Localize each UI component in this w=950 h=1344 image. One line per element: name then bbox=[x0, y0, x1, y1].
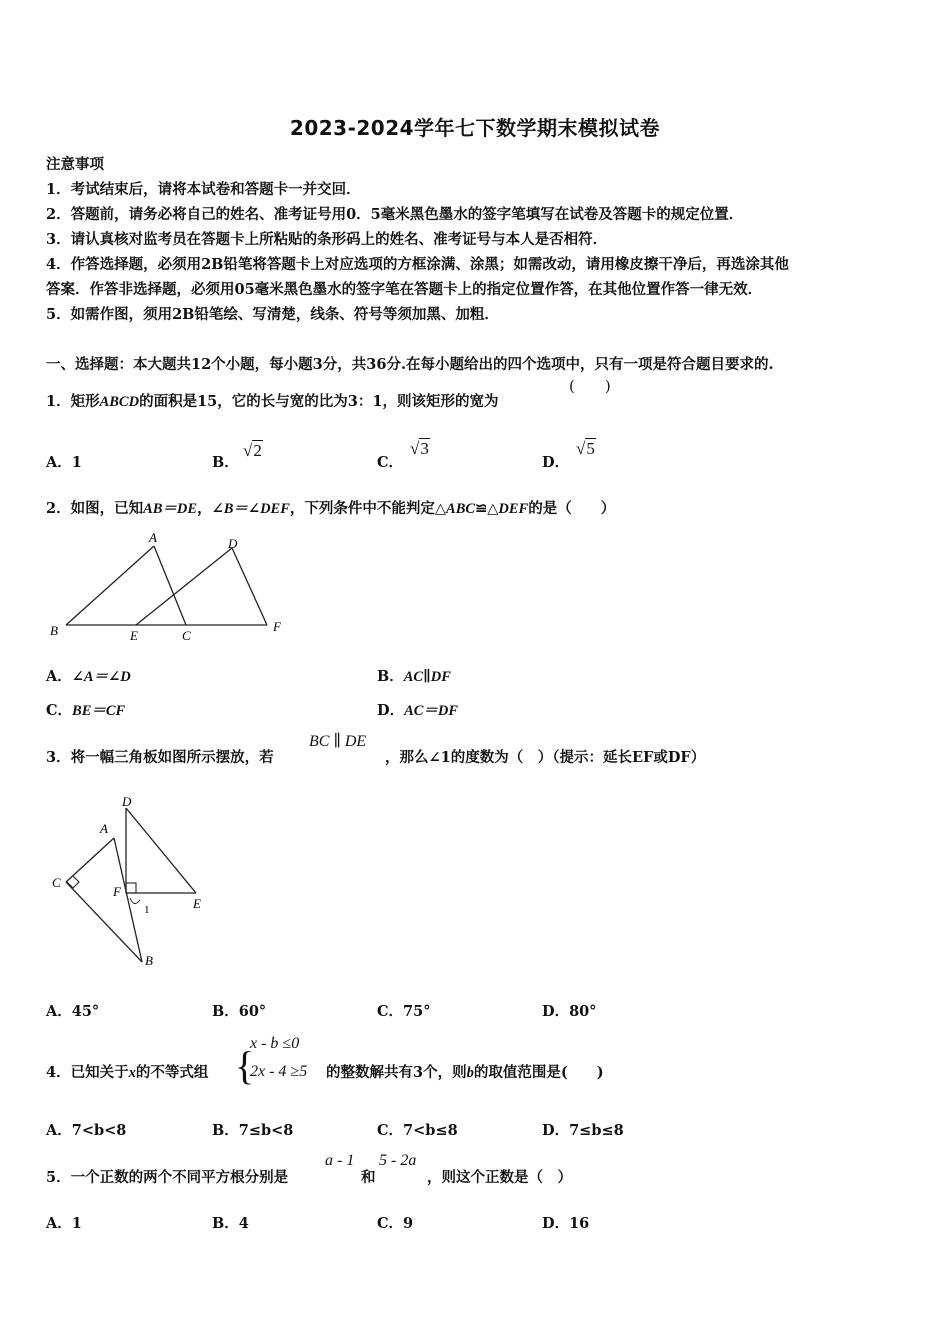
label-e: E bbox=[193, 896, 201, 911]
q2-option-b-text: AC∥DF bbox=[403, 669, 451, 685]
line-de bbox=[126, 808, 196, 893]
q4-option-b[interactable]: B．7≤b<8 bbox=[212, 1122, 294, 1139]
q2-option-a-text: ∠A＝∠D bbox=[71, 669, 131, 685]
q5-option-b[interactable]: B．4 bbox=[212, 1215, 249, 1232]
label-f: F bbox=[273, 619, 281, 634]
q1-option-d-label: D． bbox=[542, 454, 570, 471]
q5-option-c[interactable]: C．9 bbox=[377, 1215, 414, 1232]
q1-option-c-value: √3 bbox=[410, 439, 429, 458]
q1-option-b-value: √2 bbox=[243, 441, 262, 460]
q2-cond: DEF bbox=[498, 501, 529, 517]
q2-text: ，∠ bbox=[197, 500, 224, 517]
q1-option-a[interactable]: A．1 bbox=[46, 454, 82, 471]
q4-text: 的不等式组 bbox=[135, 1064, 209, 1081]
notice-item: 3．请认真核对监考员在答题卡上所粘贴的条形码上的姓名、准考证号与本人是否相符． bbox=[46, 231, 608, 248]
line-ab bbox=[114, 838, 142, 962]
radicand: 2 bbox=[253, 441, 262, 460]
q2-option-d-label: D． bbox=[377, 702, 405, 719]
q4-option-d[interactable]: D．7≤b≤8 bbox=[542, 1122, 624, 1139]
q1-option-c[interactable] bbox=[377, 451, 403, 472]
q2-option-d[interactable] bbox=[377, 699, 458, 720]
q3-option-a[interactable]: A．45° bbox=[46, 1003, 100, 1020]
question-4-pre bbox=[46, 1061, 208, 1082]
q5-expr-1: a - 1 bbox=[325, 1152, 355, 1169]
q2-text: 的是（ ） bbox=[528, 500, 616, 517]
q4-option-c[interactable]: C．7<b≤8 bbox=[377, 1122, 458, 1139]
label-a: A bbox=[100, 821, 108, 836]
q1-text-2: 的面积是15，它的长与宽的比为3：1，则该矩形的宽为 bbox=[139, 393, 499, 410]
q3-option-c[interactable]: C．75° bbox=[377, 1003, 431, 1020]
question-5-pre: 5．一个正数的两个不同平方根分别是 bbox=[46, 1169, 289, 1186]
question-4-post bbox=[326, 1061, 604, 1082]
line-ba bbox=[66, 546, 154, 625]
label-b: B bbox=[50, 623, 58, 638]
label-b: B bbox=[145, 953, 153, 968]
q4-text: 的取值范围是( ) bbox=[473, 1064, 604, 1081]
question-3-post: ，那么∠1的度数为（ ）（提示：延长EF或DF） bbox=[385, 749, 706, 766]
q1-var: ABCD bbox=[99, 394, 140, 410]
q2-option-d-text: AC＝DF bbox=[404, 703, 459, 719]
page-title: 2023-2024学年七下数学期末模拟试卷 bbox=[289, 116, 661, 140]
q4-text: 的整数解共有3个，则 bbox=[326, 1064, 467, 1081]
q2-text: ，下列条件中不能判定△ bbox=[289, 500, 447, 517]
question-1 bbox=[46, 390, 498, 411]
label-d: D bbox=[228, 536, 238, 551]
q3-option-d[interactable]: D．80° bbox=[542, 1003, 597, 1020]
q2-option-c-label: C． bbox=[46, 702, 73, 719]
q4-text: 4．已知关于 bbox=[46, 1064, 129, 1081]
label-c: C bbox=[182, 628, 191, 643]
q2-option-a[interactable] bbox=[46, 665, 131, 686]
label-1: 1 bbox=[144, 904, 150, 916]
line-df bbox=[232, 548, 267, 625]
system-brace: { bbox=[235, 1043, 255, 1088]
q2-option-b-label: B． bbox=[377, 668, 404, 685]
q1-option-c-label: C． bbox=[377, 454, 404, 471]
radicand: 5 bbox=[586, 439, 595, 458]
q1-option-b[interactable] bbox=[212, 451, 239, 472]
notice-item: 1．考试结束后，请将本试卷和答题卡一并交回． bbox=[46, 181, 361, 198]
q2-figure bbox=[40, 528, 300, 648]
q2-option-b[interactable] bbox=[377, 665, 451, 686]
question-3-pre: 3．将一幅三角板如图所示摆放，若 bbox=[46, 749, 274, 766]
inequality-1: x - b ≤0 bbox=[250, 1035, 300, 1052]
q3-figure bbox=[44, 792, 214, 977]
notice-item: 2．答题前，请务必将自己的姓名、准考证号用0．5毫米黑色墨水的签字笔填写在试卷及答题卡的规定位置． bbox=[46, 206, 744, 223]
notice-item: 5．如需作图，须用2B铅笔绘、写清楚，线条、符号等须加黑、加粗． bbox=[46, 306, 499, 323]
q1-answer-paren: ( ) bbox=[569, 377, 611, 395]
inequality-2: 2x - 4 ≥5 bbox=[250, 1063, 308, 1080]
label-c: C bbox=[52, 875, 61, 890]
q5-expr-2: 5 - 2a bbox=[379, 1152, 417, 1169]
q2-option-c[interactable] bbox=[46, 699, 125, 720]
line-ed bbox=[136, 548, 232, 625]
question-2 bbox=[46, 497, 615, 518]
notice-item: 4．作答选择题，必须用2B铅笔将答题卡上对应选项的方框涂满、涂黑；如需改动，请用橡皮擦干净后，再选涂其他 bbox=[46, 256, 789, 273]
q2-text: 2．如图，已知 bbox=[46, 500, 144, 517]
q2-option-a-label: A． bbox=[46, 668, 72, 685]
q5-option-a[interactable]: A．1 bbox=[46, 1215, 82, 1232]
question-5-post: ，则这个正数是（ ） bbox=[427, 1169, 572, 1186]
q3-math: BC ∥ DE bbox=[309, 733, 367, 750]
q1-text: 1．矩形 bbox=[46, 393, 100, 410]
line-ac bbox=[154, 546, 186, 625]
line-ca bbox=[66, 838, 114, 882]
right-angle-c bbox=[67, 876, 79, 888]
q4-var-b: b bbox=[466, 1065, 474, 1081]
q2-option-c-text: BE＝CF bbox=[72, 703, 126, 719]
label-d: D bbox=[122, 794, 132, 809]
label-a: A bbox=[149, 530, 157, 545]
q1-option-d[interactable] bbox=[542, 451, 569, 472]
q2-cond: B＝∠DEF bbox=[223, 501, 290, 517]
label-f: F bbox=[113, 884, 121, 899]
q5-and: 和 bbox=[361, 1169, 376, 1186]
line-cb bbox=[66, 882, 142, 962]
notice-heading: 注意事项 bbox=[46, 156, 104, 173]
radicand: 3 bbox=[420, 439, 429, 458]
q2-cond: ABC bbox=[446, 501, 476, 517]
q3-option-b[interactable]: B．60° bbox=[212, 1003, 267, 1020]
q4-var-x: x bbox=[128, 1065, 136, 1081]
right-angle-f bbox=[126, 883, 136, 893]
q1-option-d-value: √5 bbox=[576, 439, 595, 458]
q2-cond: AB＝DE bbox=[143, 501, 198, 517]
q4-option-a[interactable]: A．7<b<8 bbox=[46, 1122, 127, 1139]
angle-1-arc bbox=[130, 898, 140, 904]
section-heading: 一、选择题：本大题共12个小题，每小题3分，共36分.在每小题给出的四个选项中，只有一项是符合题目要求的. bbox=[46, 356, 774, 373]
q1-option-b-label: B． bbox=[212, 454, 239, 471]
q2-text: ≌△ bbox=[475, 500, 499, 517]
label-e: E bbox=[130, 628, 138, 643]
notice-item: 答案．作答非选择题，必须用05毫米黑色墨水的签字笔在答题卡上的指定位置作答，在其他位置作答一律无效． bbox=[46, 281, 763, 298]
q5-option-d[interactable]: D．16 bbox=[542, 1215, 590, 1232]
